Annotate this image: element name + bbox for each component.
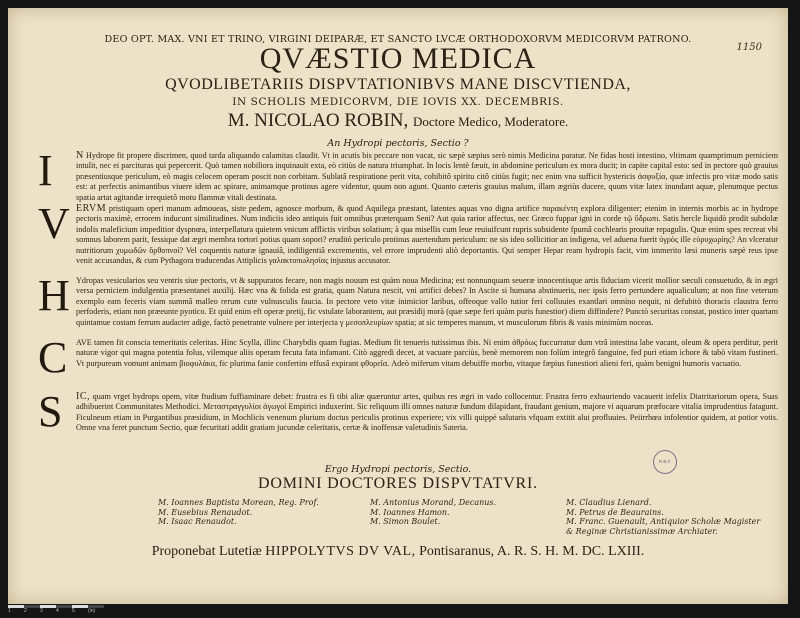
section-body: Hydrope fit propere discrimen, quod tarda aliquando calamitas claudit. Vt in acutis bis peccare non vacat, sic sæpè sæpius serò nimis Medicina paratur. Ne fidas hosti intestino, vltimam quamprimum perniciem intulit, nec ei parcituras qui pepercerit. Quò tamen nobiliora inquinauit exta, eò citiùs de natura triumphat. In locis lentè fæuit, in abdomine periculum ex mora ducit; in capite capital esto: sed in pectore quò grauius præsentiusque periculum, eò magis celocem operam poscit non corbitam. Sublatâ respiratione perit vita, cohibitô spiritu citô citiùs fugit; nec enim vna sufficit hystericis ἀσφυξία, quæ infectis pro vitæ modo satis est: at perfectis animantibus viuere idem ac spirare, animamque protinus agere videntur, quum non agunt. Quanto cæteris grauius malum, illam ægriùs ducere, quum vitæ latex inundant aquæ, plenumque pectus spatia artat agitandæ irrequietô motu flammæ vitali destinata.: [76, 151, 778, 202]
document-subtitle: QVODLIBETARIIS DISPVTATIONIBVS MANE DISCVTIENDA,: [165, 76, 631, 93]
doctor-name: M. Eusebius Renaudot.: [158, 507, 253, 517]
ruler-label: (in): [88, 608, 96, 614]
school-line: IN SCHOLIS MEDICORVM, DIE IOVIS XX. DECEMBRIS.: [232, 96, 564, 108]
drop-cap: V: [38, 199, 70, 248]
moderator-role: Doctore Medico, Moderatore.: [413, 114, 569, 129]
dedication-line: DEO OPT. MAX. VNI ET TRINO, VIRGINI DEIPARÆ, ET SANCTO LVCÆ ORTHODOXORVM MEDICORVM PATRONO.: [104, 34, 692, 45]
section-lead: N: [76, 150, 84, 161]
doctor-name: M. Ioannes Baptista Morean, Reg. Prof.: [158, 498, 319, 507]
section-text: [76, 338, 778, 369]
scale-ruler: [8, 605, 128, 615]
doctors-column-3: [566, 498, 760, 536]
drop-cap: S: [38, 387, 63, 436]
doctor-name: M. Isaac Renaudot.: [158, 517, 237, 527]
section-text: [76, 151, 778, 203]
page-number: 1150: [736, 42, 762, 53]
moderator-line: [8, 110, 788, 132]
drop-cap: I: [38, 146, 53, 195]
conclusion-line: Ergo Hydropi pectoris, Sectio.: [324, 464, 472, 475]
moderator-name: M. NICOLAO ROBIN,: [227, 110, 409, 131]
doctors-column-2: [370, 498, 496, 527]
document-page: [8, 8, 788, 604]
section-text: [76, 204, 778, 266]
ruler-label: 2: [24, 608, 27, 614]
section-body: pristiquam operi manum admoueas, siste pedem, agnosce morbum, & quod Aquilega præstant, latentes aquas vno digna artifice παρακέντη explora diligenter; etenim in internis morbis ac in hydrope pectoris maximè, errorem inducunt similitudines. Num indiciis ideo antiquis fuit omnibus præterquam Seni? Aut quia rarior affectus, nec Græco fuppar igni in corde τῷ ὕδρωπι. Satis hercle liquidò prodit subdolæ indolis maleficium impeditior dyspnœa, interpellatura quietem vnicum afflictis viribus solatium; à qua misellis cum leue reuiuifcunt rupris subsidente fpumâ cochlearis prouitæ repagulis. Quæ enim spes recreat vbi somnus laborem parit, fessique dat ægri membra tortori potius quam sopori? eruditò periculo protinus auertendum periculum: ne sis ideo sollicitior an indigena, vel aduena fuerit ὑγρὸς ille εὐρυχωρίης? An vlceratur nutritiorum χυμωδῶν ὄρθοπνοί? Vel coquentis naturæ ignauiâ, indiligentiâ excrementis, vel errore imprudenti aliò deportantis. Qui semper Hepar ream hydropis facit, vim immerito læsi muneris sæpè reus ipse venit accusandus, & cum Pythagora traducendas Attiplicis γαλακτοπωλησίας injustus accusator.: [76, 204, 778, 266]
section-body: Ydropas vesicularios seu ventris siue pectoris, vt & suppuratos fecare, non magis nouum est quàm noua Medicina; est nonnunquam seueræ innocentisque artis fiduciam vicerit mollior sæculi consuetudo, & in ægri versa perniciem indulgentia præsentanei auxilij. Hæc vna & folida est gratia, quam Natura nescit, vni artifici debes? In Ascite si humana abstinueris, nec ipsis ferro pertundere aqualiculum; at non fine veterum exemplo eam feceris viam summâ malleo rerum cute vulnusculis faucia. In pectore veto vitæ inimicior laribus, offeoque vallo tutior feri colluuies exantlari omnino nequit, ni defubitò thoracis claustra ferro perfoderis, etiam non præeunte pyotico. Et quid enim eft operæ pretij, fic vstulate laborantem, aut præsidij morà (quæ sæpe feri quàm puris funestior) diem diffindere? Punctò securitas constat, postico inter quartam quintamue costam ferrum audacter adige, factò penetrante vulnere per interjecta γ μεσοπλευρίων spatia; at sic temperes manum, vt musculorum fibris & vasis minimùm noceas.: [76, 276, 778, 327]
section-lead: ERVM: [76, 203, 107, 214]
doctors-column-1: [158, 498, 319, 527]
author-name: HIPPOLYTVS DV VAL,: [265, 544, 416, 559]
doctor-name: M. Ioannes Hamon.: [370, 507, 450, 517]
ruler-label: 3: [40, 608, 43, 614]
ruler-label: 5: [72, 608, 75, 614]
proponebat-prefix: Proponebat Lutetiæ: [151, 544, 262, 559]
degree-date: A. R. S. H. M. DC. LXIII.: [496, 544, 645, 559]
section-text: [76, 276, 778, 328]
doctor-name: M. Franc. Guenault, Antiquior Scholæ Magister: [566, 517, 761, 527]
proponebat-line: [8, 544, 788, 560]
question-line: An Hydropi pectoris, Sectio ?: [327, 138, 469, 149]
doctor-name: M. Claudius Lienard.: [566, 498, 652, 507]
section-body: quam vrget hydrops opem, vitæ ftudium fuffiaminare debet: frustra es fi tibi aliæ quæruntur artes, quibus res ægri in vado collocentur. Frustra ferro exhauriendo vacauerit infelix Diatritariorum opera, Suas adhibuerint Communitates Methodici. Μεταστραγγυλίοι ἀγωγοί Empirici induxerint. Sic reliquum illi omnes naturæ fundum dilapidant, fraudant genium, majore vi aquarum præfocare vitalia imprudentius fatagunt. Ficulneum etiam in Purgantibus præsidium, in Mochlicis venenum plurium doctus periculis protinus experiere; vix villi quippè salutaris vfquam extitit alui profluuies. Peiirrhœa infolentior quidem, at potior votis. Omne vna feret punctum Sectio, quæ fecuritati addit gratiam jucundæ celeritatis, certæ & inoffensæ valetudinis Sateria.: [76, 392, 778, 433]
doctor-name: & Reginæ Christianissimæ Archiater.: [566, 526, 718, 536]
doctors-heading: DOMINI DOCTORES DISPVTATVRI.: [258, 475, 538, 492]
drop-cap: H: [38, 271, 70, 320]
ruler-label: 4: [56, 608, 59, 614]
doctor-name: M. Simon Boulet.: [370, 517, 441, 527]
document-title: QVÆSTIO MEDICA: [259, 42, 537, 75]
doctor-name: M. Antonius Morand, Decanus.: [370, 498, 497, 507]
section-text: [76, 392, 778, 434]
section-body: AVE tamen fit conscia temeritatis celeritas. Hinc Scylla, illinc Charybdis quam fugias. Medium fit tenueris tutissimus ibis. Ni enim ἀθρόως fuccurratur dum vtrâ intestina labe vacant, oleum & opera perditur, perit naturæ vigor qui magna potentia folus, vilemque aliis operam fecuta fata infamant. Citò aggredi decet, at vacuare parciùs, benè memorem non folùm integrô fanguine, fed puri etiam ichore & tabò vitam fustineri. Vt purpuream vomunt animam βιοφυλάκα, fic plurima fanie confertim effusâ expirant φθορεῖα. Adeò miferum vitam debuiffe morbo, vitaque fæpius funestiori alieni feri, quàm benigni humoris vacuatio.: [76, 338, 778, 368]
drop-cap: C: [38, 333, 68, 382]
ruler-label: 1: [8, 608, 11, 614]
section-lead: IC,: [76, 391, 90, 402]
doctor-name: M. Petrus de Beaurains.: [566, 507, 664, 517]
author-origin: Pontisaranus,: [419, 544, 495, 559]
library-stamp: R.B.F.: [653, 450, 677, 474]
